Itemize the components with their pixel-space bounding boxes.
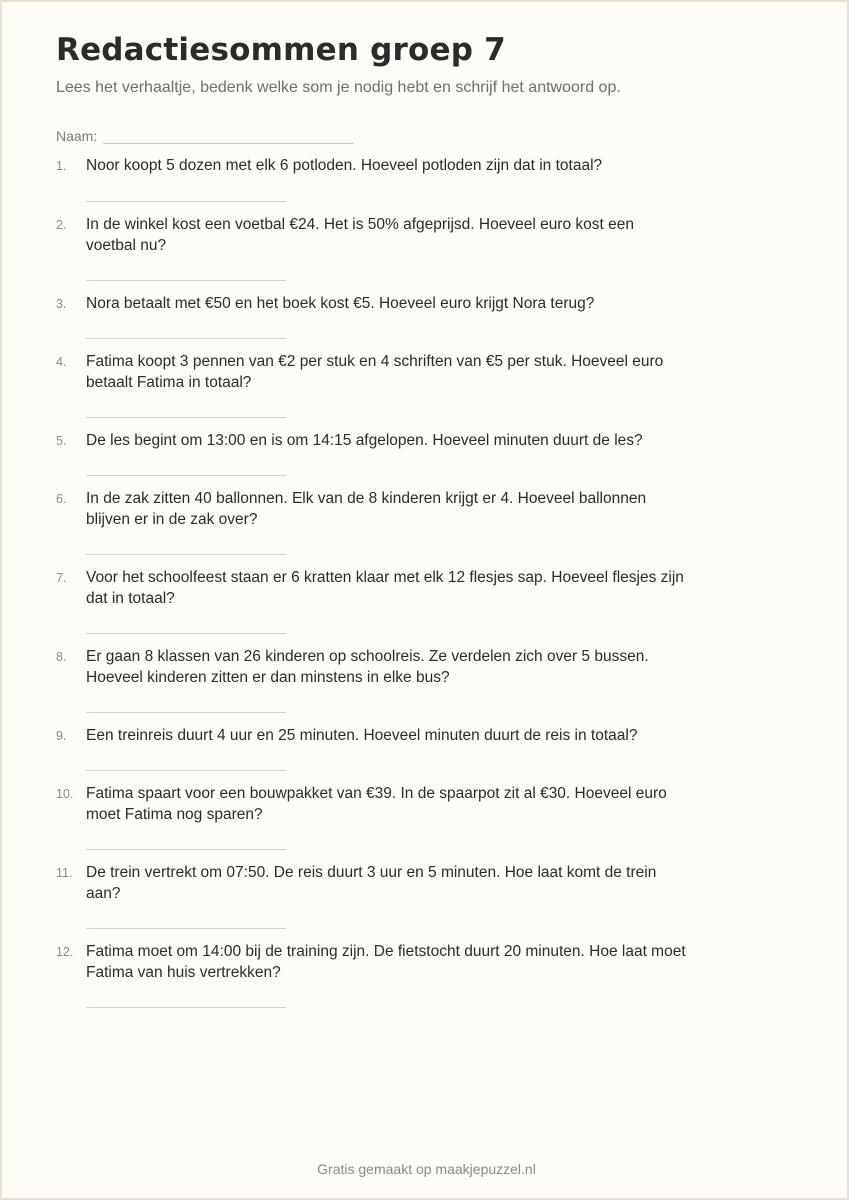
answer-line[interactable] [86,928,286,929]
question-number: 4. [56,355,67,369]
answer-line[interactable] [86,633,286,634]
answer-line[interactable] [86,201,286,202]
answer-line[interactable] [86,417,286,418]
answer-line[interactable] [86,554,286,555]
question-number: 11. [56,866,73,880]
answer-line[interactable] [86,280,286,281]
question-text: In de zak zitten 40 ballonnen. Elk van de 8 kinderen krijgt er 4. Hoeveel ballonnen blijven er in de zak over? [86,490,647,528]
question-item [56,646,696,725]
question-text: Er gaan 8 klassen van 26 kinderen op schoolreis. Ze verdelen zich over 5 bussen. Hoeveel kinderen zitten er dan minstens in elke bus? [86,648,649,686]
question-number: 7. [56,571,67,585]
question-text: Nora betaalt met €50 en het boek kost €5. Hoeveel euro krijgt Nora terug? [86,295,595,312]
question-item [56,725,696,783]
answer-line[interactable] [86,712,286,713]
question-item [56,155,696,214]
name-label: Naam: [56,128,98,144]
question-text: Fatima moet om 14:00 bij de training zijn. De fietstocht duurt 20 minuten. Hoe laat moet Fatima van huis vertrekken? [86,943,686,981]
question-item [56,351,696,430]
question-text: Fatima koopt 3 pennen van €2 per stuk en 4 schriften van €5 per stuk. Hoeveel euro betaalt Fatima in totaal? [86,353,664,391]
answer-line[interactable] [86,475,286,476]
answer-line[interactable] [86,849,286,850]
question-text: De trein vertrekt om 07:50. De reis duurt 3 uur en 5 minuten. Hoe laat komt de trein aan? [86,864,657,902]
question-number: 8. [56,650,67,664]
footer-credit: Gratis gemaakt op maakjepuzzel.nl [317,1161,536,1177]
question-text: In de winkel kost een voetbal €24. Het is 50% afgeprijsd. Hoeveel euro kost een voetbal nu? [86,216,634,254]
name-row [56,124,354,144]
page-subtitle: Lees het verhaaltje, bedenk welke som je nodig hebt en schrijf het antwoord op. [56,79,621,96]
question-item [56,293,696,351]
question-text: De les begint om 13:00 en is om 14:15 afgelopen. Hoeveel minuten duurt de les? [86,432,643,449]
question-item [56,567,696,646]
question-text: Een treinreis duurt 4 uur en 25 minuten. Hoeveel minuten duurt de reis in totaal? [86,727,638,744]
question-number: 5. [56,434,67,448]
name-field[interactable] [103,127,354,144]
question-item [56,214,696,293]
answer-line[interactable] [86,338,286,339]
page-title: Redactiesommen groep 7 [56,32,506,68]
question-number: 2. [56,218,67,232]
question-text: Voor het schoolfeest staan er 6 kratten klaar met elk 12 flesjes sap. Hoeveel flesjes zijn dat in totaal? [86,569,684,607]
question-text: Fatima spaart voor een bouwpakket van €39. In de spaarpot zit al €30. Hoeveel euro moet Fatima nog sparen? [86,785,667,823]
question-number: 12. [56,945,74,959]
question-item [56,488,696,567]
question-item [56,862,696,941]
question-item [56,783,696,862]
answer-line[interactable] [86,1007,286,1008]
answer-line[interactable] [86,770,286,771]
question-number: 9. [56,729,67,743]
question-number: 1. [56,159,67,173]
question-item [56,941,696,1020]
question-number: 10. [56,787,74,801]
question-list [56,155,696,1020]
question-item [56,430,696,488]
question-number: 3. [56,297,67,311]
question-number: 6. [56,492,67,506]
question-text: Noor koopt 5 dozen met elk 6 potloden. Hoeveel potloden zijn dat in totaal? [86,157,603,174]
